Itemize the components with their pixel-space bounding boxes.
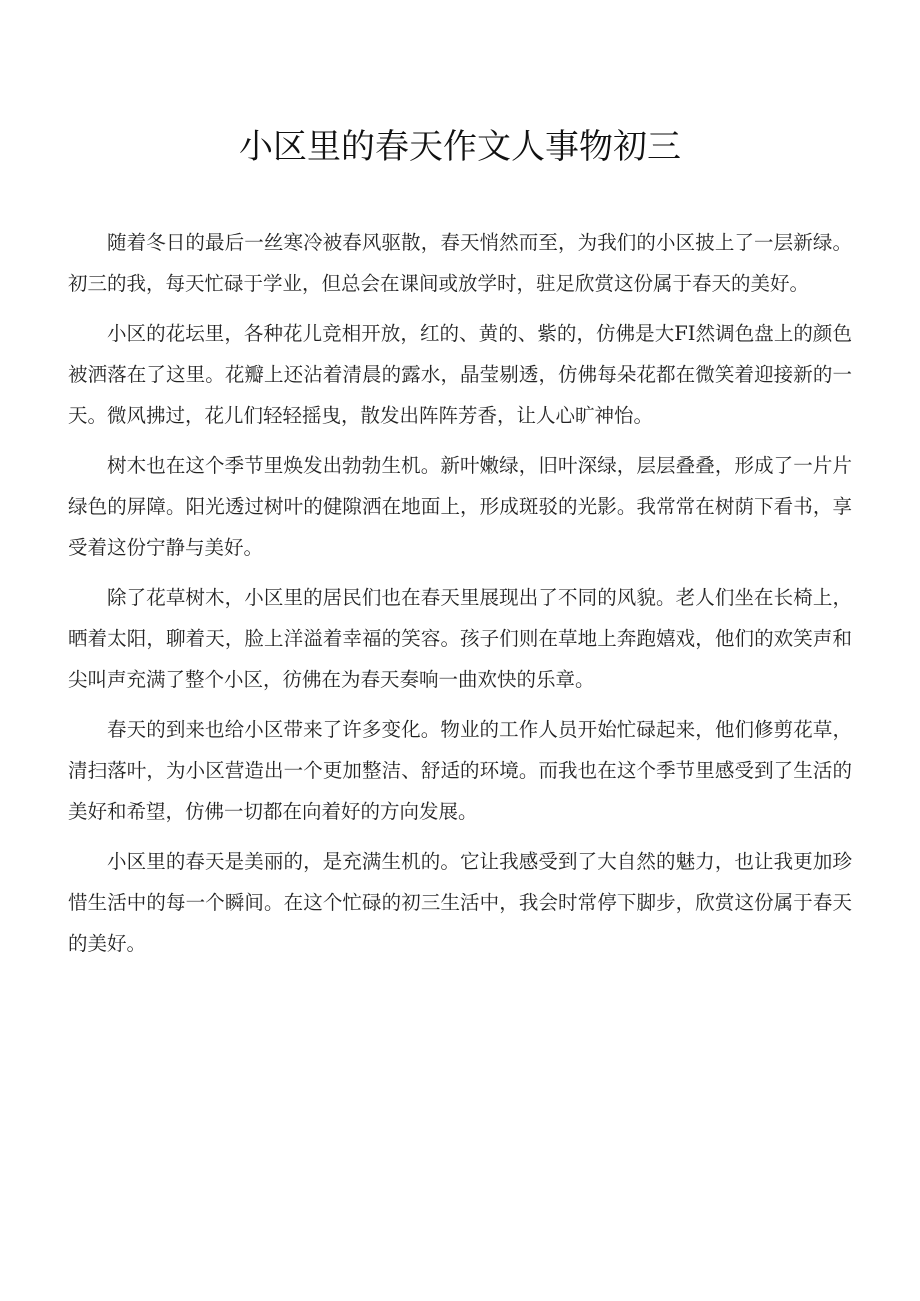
paragraph-2: 小区的花坛里，各种花儿竞相开放，红的、黄的、紫的，仿佛是大FI然调色盘上的颜色被洒落在了这里。花瓣上还沾着清晨的露水，晶莹剔透，仿佛每朵花都在微笑着迎接新的一天。微风拂过，花儿们轻轻摇曳，散发出阵阵芳香，让人心旷神怡。 (68, 322, 852, 427)
paragraph-5: 春天的到来也给小区带来了许多变化。物业的工作人员开始忙碌起来，他们修剪花草，清扫落叶，为小区营造出一个更加整洁、舒适的环境。而我也在这个季节里感受到了生活的美好和希望，仿佛一切都在向着好的方向发展。 (68, 718, 852, 823)
paragraph-3: 树木也在这个季节里焕发出勃勃生机。新叶嫩绿，旧叶深绿，层层叠叠，形成了一片片绿色的屏障。阳光透过树叶的健隙洒在地面上，形成斑驳的光影。我常常在树荫下看书，享受着这份宁静与美好。 (68, 454, 852, 559)
paragraph-4: 除了花草树木，小区里的居民们也在春天里展现出了不同的风貌。老人们坐在长椅上，晒着太阳，聊着天，脸上洋溢着幸福的笑容。孩子们则在草地上奔跑嬉戏，他们的欢笑声和尖叫声充满了整个小区，彷佛在为春天奏响一曲欢快的乐章。 (68, 586, 852, 691)
document-body (68, 222, 852, 973)
paragraph-1: 随着冬日的最后一丝寒冷被春风驱散，春天悄然而至，为我们的小区披上了一层新绿。初三的我，每天忙碌于学业，但总会在课间或放学时，驻足欣赏这份属于春天的美好。 (68, 231, 852, 295)
document-title: 小区里的春天作文人事物初三 (239, 127, 681, 167)
paragraph-6: 小区里的春天是美丽的，是充满生机的。它让我感受到了大自然的魅力，也让我更加珍惜生活中的每一个瞬间。在这个忙碌的初三生活中，我会时常停下脚步，欣赏这份属于春天的美好。 (68, 850, 852, 955)
